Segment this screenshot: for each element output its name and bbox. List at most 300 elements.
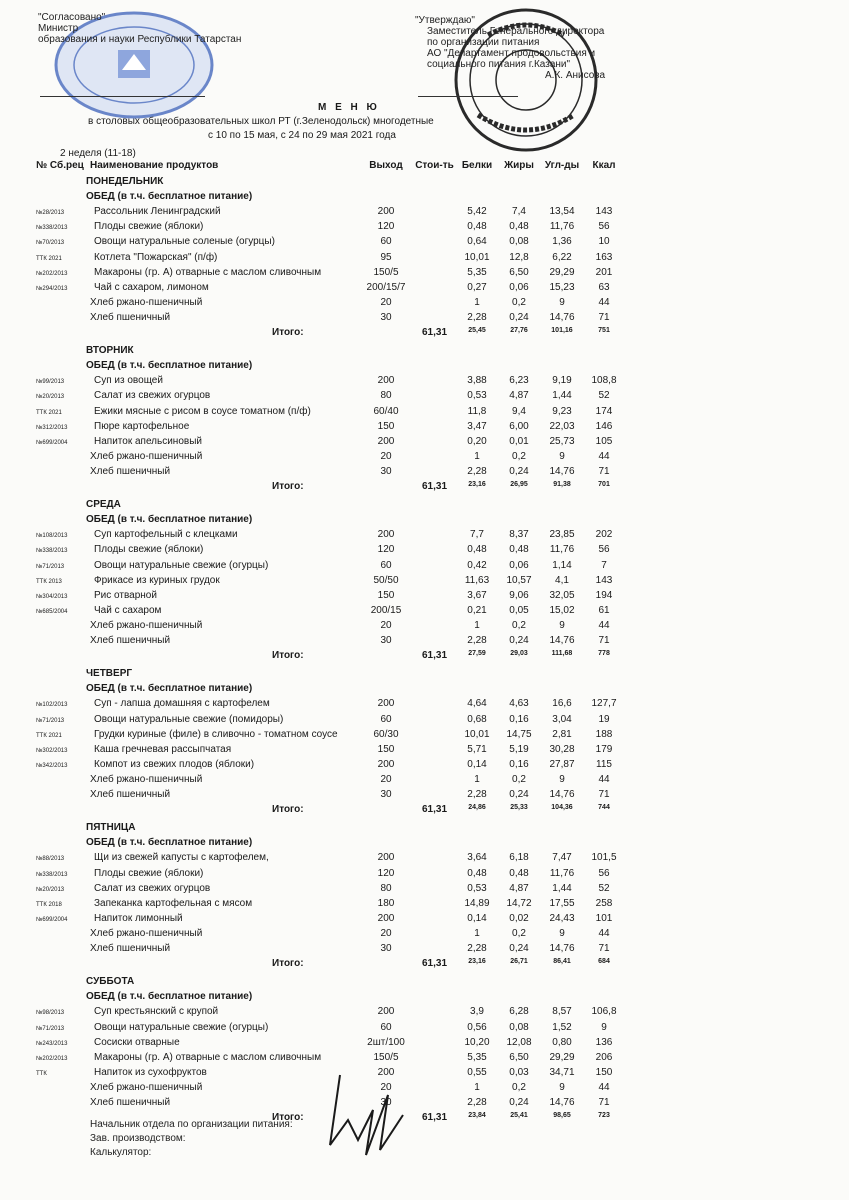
- dish-yield: 60: [380, 236, 392, 248]
- day-heading-row: [0, 668, 849, 683]
- dish-name: Хлеб ржано-пшеничный: [90, 1081, 203, 1093]
- dish-name: Рассольник Ленинградский: [94, 206, 221, 218]
- dish-carbs: 30,28: [549, 743, 575, 755]
- total-protein: 23,84: [468, 1112, 486, 1120]
- total-kcal: 778: [598, 650, 610, 658]
- total-kcal: 723: [598, 1112, 610, 1120]
- dish-yield: 95: [380, 251, 392, 263]
- dish-name: Суп из овощей: [94, 375, 163, 387]
- dish-carbs: 14,76: [549, 635, 575, 646]
- table-row: [0, 868, 849, 883]
- dish-protein: 1: [474, 450, 480, 462]
- dish-kcal: 106,8: [591, 1006, 617, 1018]
- dish-protein: 2,28: [467, 1097, 487, 1108]
- dish-kcal: 44: [598, 927, 610, 939]
- recipe-code: №99/2013: [36, 379, 65, 386]
- total-row: [0, 958, 849, 973]
- table-row: [0, 928, 849, 943]
- dish-carbs: 9,19: [552, 375, 572, 387]
- dish-protein: 0,64: [467, 236, 487, 248]
- dish-protein: 3,47: [467, 420, 487, 432]
- dish-name: Котлета "Пожарская" (п/ф): [94, 251, 218, 263]
- dish-carbs: 7,47: [552, 852, 572, 864]
- dish-kcal: 71: [598, 311, 610, 323]
- day-heading-row: [0, 176, 849, 191]
- recipe-code: №699/2004: [36, 916, 68, 923]
- dish-protein: 5,35: [467, 266, 487, 278]
- dish-yield: 20: [380, 296, 392, 308]
- table-row: [0, 451, 849, 466]
- total-cost: 61,31: [421, 958, 448, 970]
- meal-heading-row: [0, 991, 849, 1006]
- recipe-code: №685/2004: [36, 608, 68, 615]
- dish-name: Рис отварной: [94, 589, 157, 601]
- agreement-block: [38, 12, 241, 45]
- dish-name: Грудки куриные (филе) в сливочно - томатном соусе: [94, 728, 338, 740]
- dish-name: Овощи натуральные соленые (огурцы): [94, 236, 275, 248]
- dish-kcal: 44: [598, 619, 610, 631]
- dish-fat: 0,2: [512, 773, 526, 785]
- dish-protein: 0,14: [467, 758, 487, 770]
- day-name: ЧЕТВЕРГ: [86, 668, 133, 680]
- table-row: [0, 406, 849, 421]
- dish-name: Пюре картофельное: [94, 420, 190, 432]
- dish-protein: 0,48: [467, 221, 487, 233]
- dish-yield: 150: [377, 743, 395, 755]
- dish-yield: 20: [380, 773, 392, 785]
- dish-fat: 6,00: [509, 420, 529, 432]
- dish-carbs: 14,76: [549, 943, 575, 954]
- dish-protein: 5,71: [467, 743, 487, 755]
- dish-protein: 11,63: [464, 574, 490, 586]
- dish-yield: 120: [377, 867, 395, 879]
- dish-name: Напиток из сухофруктов: [94, 1066, 207, 1078]
- recipe-code: ТТК 2021: [36, 732, 62, 739]
- dish-carbs: 9: [559, 927, 565, 939]
- dish-yield: 200: [377, 529, 395, 541]
- dish-yield: 200: [377, 435, 395, 447]
- table-row: [0, 267, 849, 282]
- dish-yield: 120: [377, 544, 395, 556]
- recipe-code: №108/2013: [36, 533, 68, 540]
- agreement-line: образования и науки Республики Татарстан: [38, 34, 242, 45]
- dish-carbs: 14,76: [549, 1097, 575, 1108]
- dish-kcal: 61: [598, 604, 610, 616]
- dish-protein: 0,21: [467, 604, 487, 616]
- dish-yield: 80: [380, 882, 392, 894]
- dish-name: Хлеб пшеничный: [90, 1097, 171, 1108]
- recipe-code: №312/2013: [36, 424, 68, 431]
- dish-carbs: 14,76: [549, 789, 575, 800]
- dish-fat: 9,06: [509, 589, 529, 601]
- dish-carbs: 9: [559, 1081, 565, 1093]
- table-row: [0, 898, 849, 913]
- approval-block: [415, 15, 605, 81]
- table-row: [0, 789, 849, 804]
- table-row: [0, 729, 849, 744]
- dish-protein: 2,28: [467, 311, 487, 323]
- recipe-code: ТТК: [36, 1070, 47, 1077]
- dish-yield: 30: [380, 311, 392, 323]
- table-row: [0, 575, 849, 590]
- dish-name: Хлеб пшеничный: [90, 789, 171, 800]
- dish-protein: 4,64: [467, 698, 487, 710]
- dish-carbs: 0,80: [552, 1036, 572, 1048]
- recipe-code: №20/2013: [36, 886, 65, 893]
- dish-protein: 2,28: [467, 465, 487, 477]
- total-fat: 26,71: [510, 958, 528, 966]
- recipe-code: №71/2013: [36, 717, 65, 724]
- dish-kcal: 127,7: [591, 698, 617, 710]
- dish-name: Макароны (гр. А) отварные с маслом сливочным: [94, 266, 322, 278]
- dish-kcal: 44: [598, 450, 610, 462]
- table-row: [0, 1037, 849, 1052]
- day-heading-row: [0, 345, 849, 360]
- dish-fat: 4,87: [509, 390, 529, 402]
- dish-protein: 3,67: [467, 589, 487, 601]
- total-protein: 25,45: [468, 327, 486, 334]
- table-row: [0, 774, 849, 789]
- dish-fat: 12,08: [506, 1036, 532, 1048]
- dish-carbs: 27,87: [549, 758, 575, 770]
- dish-yield: 150/5: [373, 266, 399, 278]
- dish-kcal: 179: [595, 743, 613, 755]
- table-row: [0, 1082, 849, 1097]
- day-name: СРЕДА: [86, 499, 121, 511]
- dish-fat: 0,02: [509, 912, 529, 924]
- dish-kcal: 9: [601, 1021, 607, 1033]
- dish-protein: 0,53: [467, 390, 487, 402]
- col-name: Наименование продуктов: [90, 160, 219, 171]
- dish-carbs: 6,22: [552, 251, 572, 263]
- meal-heading-row: [0, 191, 849, 206]
- total-cost: 61,31: [421, 327, 448, 338]
- approval-line: социального питания г.Казани": [427, 59, 571, 70]
- dish-yield: 60: [380, 713, 392, 725]
- dish-name: Сосиски отварные: [94, 1036, 180, 1048]
- table-row: [0, 390, 849, 405]
- dish-carbs: 32,05: [549, 589, 575, 601]
- dish-carbs: 9: [559, 296, 565, 308]
- dish-name: Хлеб пшеничный: [90, 943, 171, 954]
- dish-carbs: 22,03: [549, 420, 575, 432]
- dish-carbs: 1,44: [552, 390, 572, 402]
- dish-fat: 0,24: [509, 635, 529, 646]
- total-label: Итого:: [272, 958, 304, 970]
- dish-yield: 200: [377, 758, 395, 770]
- table-row: [0, 236, 849, 251]
- total-label: Итого:: [272, 481, 304, 492]
- recipe-code: №98/2013: [36, 1010, 65, 1017]
- dish-yield: 30: [380, 789, 392, 800]
- table-row: [0, 282, 849, 297]
- dish-yield: 30: [380, 943, 392, 954]
- dish-kcal: 44: [598, 296, 610, 308]
- recipe-code: ТТК 2021: [36, 255, 62, 262]
- dish-name: Напиток лимонный: [94, 912, 183, 924]
- dish-kcal: 163: [595, 251, 613, 263]
- total-kcal: 744: [598, 804, 610, 812]
- dish-fat: 0,05: [509, 604, 529, 616]
- document-subtitle: в столовых общеобразовательных школ РТ (г.Зеленодольск) многодетные: [88, 116, 434, 127]
- dish-yield: 20: [380, 1081, 392, 1093]
- dish-carbs: 23,85: [549, 529, 575, 541]
- footer-line: Начальник отдела по организации питания:: [90, 1119, 293, 1130]
- dish-fat: 0,2: [512, 927, 526, 939]
- dish-kcal: 201: [595, 266, 613, 278]
- table-row: [0, 544, 849, 559]
- dish-carbs: 8,57: [552, 1006, 572, 1018]
- dish-carbs: 15,23: [549, 281, 575, 293]
- dish-kcal: 63: [598, 281, 610, 293]
- dish-fat: 0,48: [509, 867, 529, 879]
- table-row: [0, 375, 849, 390]
- col-kcal: Ккал: [592, 160, 616, 171]
- dish-fat: 4,63: [509, 698, 529, 710]
- table-row: [0, 744, 849, 759]
- table-row: [0, 714, 849, 729]
- approval-line: А.К. Анисова: [545, 70, 606, 81]
- col-num: № Сб.рец: [36, 160, 84, 171]
- total-carbs: 98,65: [553, 1112, 571, 1120]
- dish-yield: 180: [377, 897, 395, 909]
- dish-fat: 0,2: [512, 296, 526, 308]
- dish-fat: 0,24: [509, 943, 529, 954]
- dish-fat: 0,24: [509, 311, 529, 323]
- dish-yield: 200: [377, 206, 395, 218]
- dish-fat: 6,18: [509, 852, 529, 864]
- table-row: [0, 943, 849, 958]
- dish-yield: 20: [380, 450, 392, 462]
- dish-protein: 0,68: [467, 713, 487, 725]
- table-row: [0, 620, 849, 635]
- dish-fat: 0,16: [509, 758, 529, 770]
- recipe-code: №202/2013: [36, 1055, 68, 1062]
- dish-carbs: 29,29: [549, 266, 575, 278]
- dish-protein: 10,01: [464, 251, 490, 263]
- dish-fat: 0,2: [512, 1081, 526, 1093]
- table-row: [0, 852, 849, 867]
- dish-kcal: 56: [598, 544, 610, 556]
- recipe-code: №20/2013: [36, 394, 65, 401]
- table-row: [0, 605, 849, 620]
- table-row: [0, 1052, 849, 1067]
- table-header: [0, 160, 849, 175]
- table-row: [0, 421, 849, 436]
- recipe-code: №342/2013: [36, 762, 68, 769]
- total-label: Итого:: [272, 804, 304, 816]
- dish-name: Салат из свежих огурцов: [94, 390, 211, 402]
- dish-carbs: 11,76: [549, 221, 575, 233]
- dish-yield: 60/40: [373, 405, 399, 417]
- dish-name: Щи из свежей капусты с картофелем,: [94, 852, 269, 864]
- dish-yield: 200: [377, 698, 395, 710]
- dish-kcal: 52: [598, 882, 610, 894]
- dish-protein: 0,27: [467, 281, 487, 293]
- dish-kcal: 108,8: [591, 375, 617, 387]
- dish-protein: 3,64: [467, 852, 487, 864]
- table-row: [0, 312, 849, 327]
- dish-fat: 0,2: [512, 619, 526, 631]
- approval-line: Заместитель Генерального директора: [427, 26, 605, 37]
- recipe-code: №70/2013: [36, 240, 65, 247]
- dish-kcal: 7: [601, 559, 607, 571]
- total-row: [0, 650, 849, 665]
- total-label: Итого:: [272, 650, 304, 662]
- dish-yield: 80: [380, 390, 392, 402]
- dish-kcal: 194: [595, 589, 613, 601]
- dish-protein: 0,20: [467, 435, 487, 447]
- table-row: [0, 529, 849, 544]
- dish-protein: 10,01: [464, 728, 490, 740]
- dish-protein: 0,48: [467, 867, 487, 879]
- recipe-code: ТТК 2018: [36, 901, 62, 908]
- dish-fat: 6,23: [509, 375, 529, 387]
- footer-line: Зав. производством:: [90, 1133, 186, 1144]
- dish-fat: 0,48: [509, 544, 529, 556]
- dish-fat: 0,24: [509, 1097, 529, 1108]
- dish-name: Хлеб пшеничный: [90, 465, 171, 477]
- dish-fat: 0,06: [509, 559, 529, 571]
- approval-line: АО "Департамент продовольствия и: [427, 48, 596, 59]
- recipe-code: №102/2013: [36, 702, 68, 709]
- dish-carbs: 1,36: [552, 236, 572, 248]
- dish-yield: 200: [377, 852, 395, 864]
- handwritten-signature: [318, 1070, 408, 1165]
- agreement-line: "Согласовано": [38, 12, 106, 23]
- dish-name: Хлеб ржано-пшеничный: [90, 296, 203, 308]
- dish-name: Чай с сахаром: [94, 604, 162, 616]
- meal-heading-row: [0, 683, 849, 698]
- dish-name: Макароны (гр. А) отварные с маслом сливочным: [94, 1051, 322, 1063]
- dish-carbs: 1,14: [552, 559, 572, 571]
- total-label: Итого:: [272, 327, 304, 338]
- col-cost: Стои-ть: [415, 160, 454, 171]
- total-fat: 29,03: [510, 650, 528, 658]
- dish-kcal: 71: [598, 1097, 610, 1108]
- col-fat: Жиры: [504, 160, 534, 171]
- dish-name: Напиток апельсиновый: [94, 435, 202, 447]
- dish-protein: 2,28: [467, 635, 487, 646]
- dish-yield: 30: [380, 1097, 392, 1108]
- dish-carbs: 25,73: [549, 435, 575, 447]
- dish-yield: 30: [380, 635, 392, 646]
- dish-yield: 200/15/7: [366, 281, 406, 293]
- recipe-code: №88/2013: [36, 856, 65, 863]
- table-row: [0, 759, 849, 774]
- table-row: [0, 466, 849, 481]
- table-row: [0, 560, 849, 575]
- footer-line: Калькулятор:: [90, 1147, 152, 1158]
- dish-name: Хлеб ржано-пшеничный: [90, 927, 203, 939]
- meal-name: ОБЕД (в т.ч. бесплатное питание): [86, 683, 253, 695]
- col-yield: Выход: [369, 160, 403, 171]
- dish-protein: 0,48: [467, 544, 487, 556]
- dish-protein: 1: [474, 1081, 480, 1093]
- recipe-code: №302/2013: [36, 747, 68, 754]
- table-row: [0, 1022, 849, 1037]
- age-group: 2 неделя (11-18): [60, 148, 136, 159]
- dish-protein: 10,20: [464, 1036, 490, 1048]
- dish-kcal: 71: [598, 789, 610, 800]
- dish-name: Запеканка картофельная с мясом: [94, 897, 253, 909]
- total-fat: 25,33: [510, 804, 528, 812]
- dish-name: Ежики мясные с рисом в соусе томатном (п/ф): [94, 405, 311, 417]
- total-fat: 27,76: [510, 327, 528, 334]
- dish-fat: 10,57: [506, 574, 532, 586]
- dish-name: Хлеб ржано-пшеничный: [90, 450, 203, 462]
- dish-name: Овощи натуральные свежие (помидоры): [94, 713, 284, 725]
- dish-carbs: 34,71: [549, 1066, 575, 1078]
- table-row: [0, 1067, 849, 1082]
- dish-carbs: 16,6: [552, 698, 572, 710]
- recipe-code: №699/2004: [36, 439, 68, 446]
- dish-kcal: 71: [598, 465, 610, 477]
- day-name: ВТОРНИК: [86, 345, 134, 357]
- dish-carbs: 2,81: [552, 728, 572, 740]
- day-name: ПЯТНИЦА: [86, 822, 136, 834]
- total-protein: 27,59: [468, 650, 486, 658]
- dish-kcal: 143: [595, 206, 613, 218]
- approval-line: по организации питания: [427, 37, 540, 48]
- dish-kcal: 71: [598, 635, 610, 646]
- total-protein: 23,16: [468, 481, 486, 488]
- dish-protein: 3,9: [470, 1006, 484, 1018]
- agreement-line: Министр: [38, 23, 79, 34]
- col-carbs: Угл-ды: [544, 160, 580, 171]
- dish-carbs: 14,76: [549, 465, 575, 477]
- total-carbs: 111,68: [551, 650, 573, 658]
- dish-fat: 9,4: [512, 405, 526, 417]
- footer-signatures: [90, 1118, 293, 1160]
- dish-name: Суп крестьянский с крупой: [94, 1006, 219, 1018]
- dish-fat: 8,37: [509, 529, 529, 541]
- dish-protein: 5,35: [467, 1051, 487, 1063]
- dish-kcal: 206: [595, 1051, 613, 1063]
- dish-name: Овощи натуральные свежие (огурцы): [94, 559, 269, 571]
- signature-line-right: [418, 96, 518, 97]
- dish-yield: 30: [380, 465, 392, 477]
- recipe-code: №338/2013: [36, 871, 68, 878]
- dish-yield: 200: [377, 1066, 395, 1078]
- table-row: [0, 252, 849, 267]
- dish-fat: 0,24: [509, 789, 529, 800]
- total-cost: 61,31: [421, 481, 448, 492]
- total-row: [0, 804, 849, 819]
- dish-protein: 14,89: [464, 897, 490, 909]
- table-row: [0, 913, 849, 928]
- dish-protein: 1: [474, 773, 480, 785]
- dish-carbs: 11,76: [549, 544, 575, 556]
- dish-name: Плоды свежие (яблоки): [94, 544, 204, 556]
- dish-protein: 0,14: [467, 912, 487, 924]
- meal-heading-row: [0, 514, 849, 529]
- recipe-code: №338/2013: [36, 225, 68, 232]
- dish-kcal: 143: [595, 574, 613, 586]
- dish-name: Плоды свежие (яблоки): [94, 221, 204, 233]
- dish-protein: 2,28: [467, 943, 487, 954]
- meal-name: ОБЕД (в т.ч. бесплатное питание): [86, 191, 253, 203]
- dish-carbs: 14,76: [549, 311, 575, 323]
- recipe-code: №202/2013: [36, 270, 68, 277]
- dish-protein: 0,56: [467, 1021, 487, 1033]
- dish-carbs: 29,29: [549, 1051, 575, 1063]
- dish-kcal: 105: [595, 435, 613, 447]
- dish-kcal: 44: [598, 1081, 610, 1093]
- table-row: [0, 883, 849, 898]
- recipe-code: №71/2013: [36, 1025, 65, 1032]
- dish-yield: 20: [380, 927, 392, 939]
